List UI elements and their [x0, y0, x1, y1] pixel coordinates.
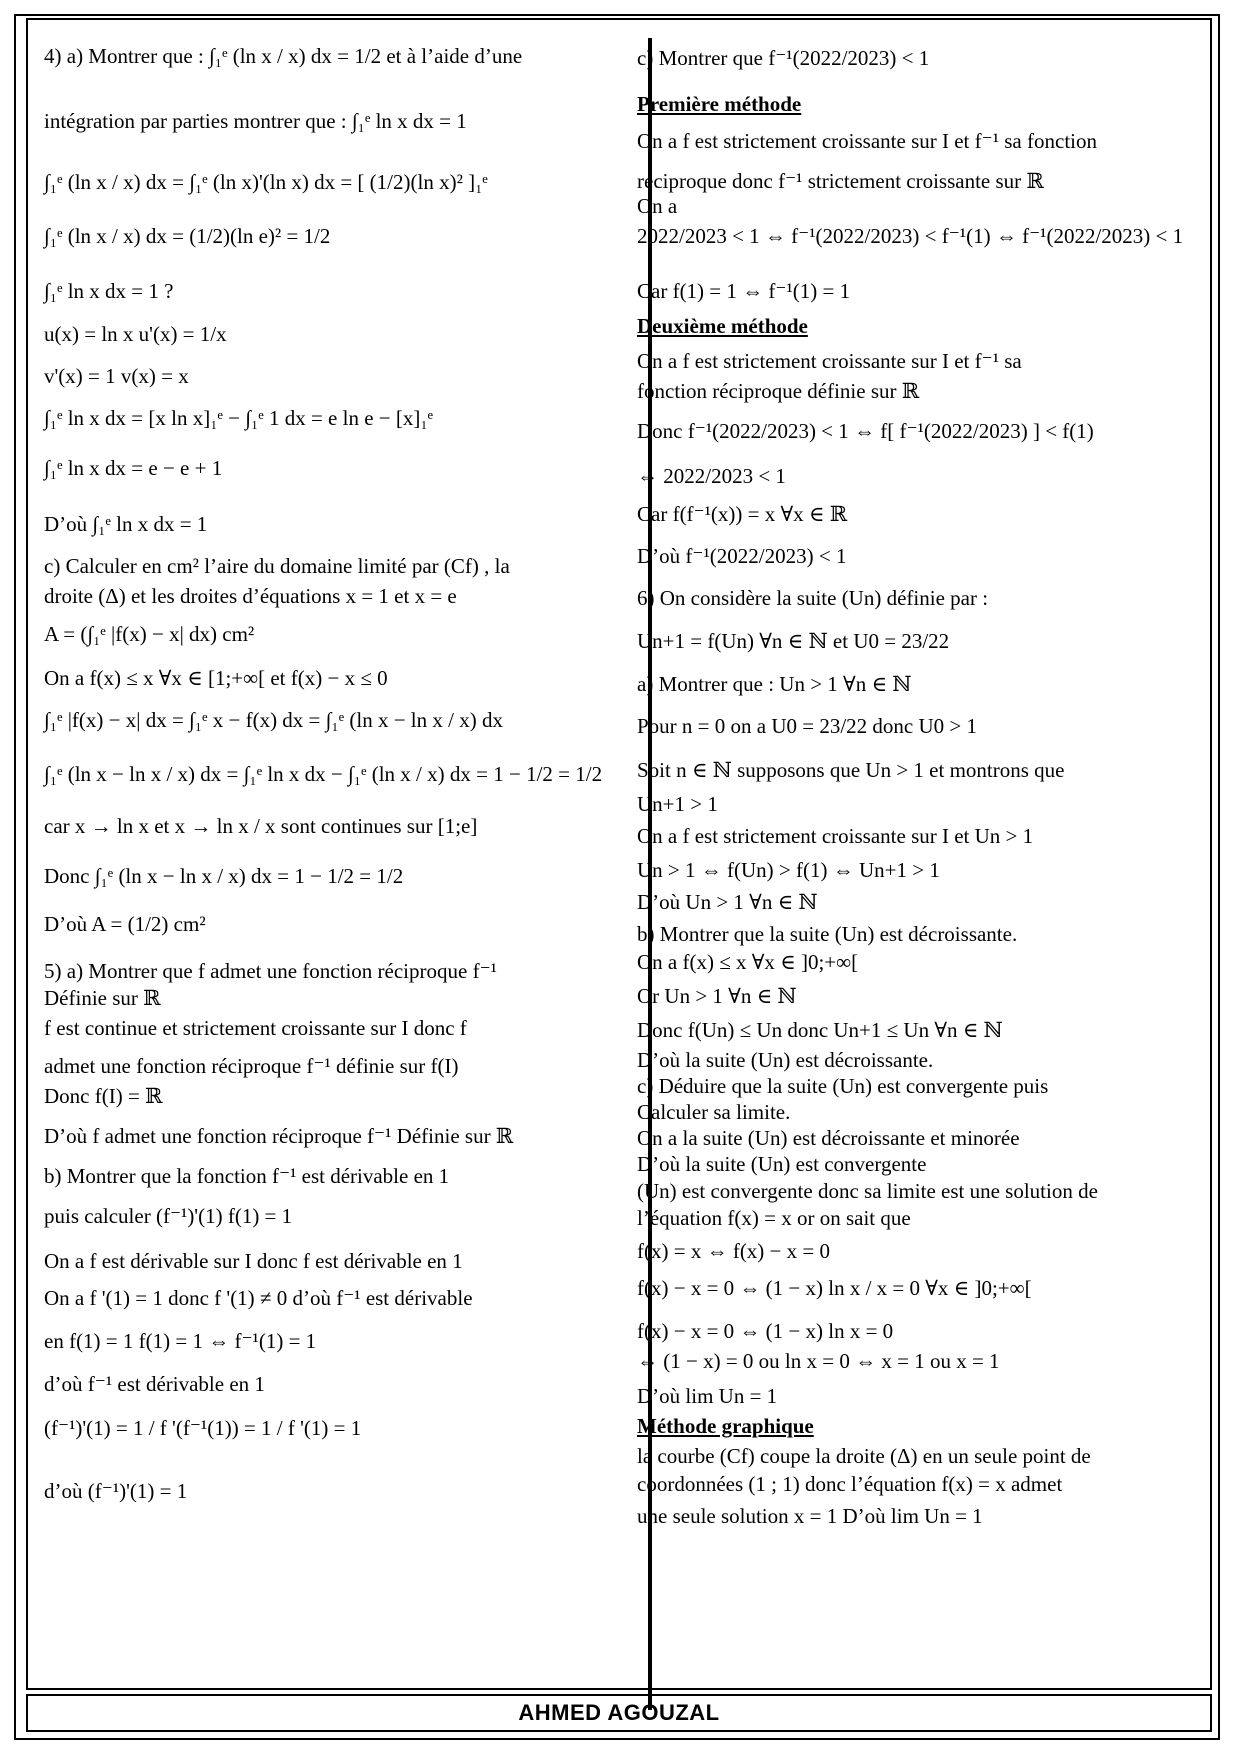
left-column-line-l5: ∫₁ᵉ ln x dx = 1 ?: [44, 279, 174, 303]
left-column-line-l15: ∫₁ᵉ |f(x) − x| dx = ∫₁ᵉ x − f(x) dx = ∫₁ᵉ (ln x − ln x / x) dx: [44, 708, 503, 732]
left-column-line-l12: droite (Δ) et les droites d’équations x = 1 et x = e: [44, 584, 457, 608]
left-column-line-l26: b) Montrer que la fonction f⁻¹ est dérivable en 1: [44, 1164, 450, 1188]
right-column-line-r43: une seule solution x = 1 D’où lim Un = 1: [637, 1504, 983, 1528]
left-column-line-l7: v'(x) = 1 v(x) = x: [44, 364, 189, 388]
footer-author: AHMED AGOUZAL: [26, 1694, 1212, 1732]
right-column-line-r13: Car f(f⁻¹(x)) = x ∀x ∈ ℝ: [637, 502, 848, 526]
right-column-line-r25: On a f(x) ≤ x ∀x ∈ ]0;+∞[: [637, 950, 859, 974]
left-column-line-l31: d’où f⁻¹ est dérivable en 1: [44, 1372, 265, 1396]
left-column-line-l18: Donc ∫₁ᵉ (ln x − ln x / x) dx = 1 − 1/2 = 1/2: [44, 864, 404, 888]
right-column-line-r3: On a f est strictement croissante sur I et f⁻¹ sa fonction: [637, 129, 1097, 153]
right-column-line-r41: la courbe (Cf) coupe la droite (Δ) en un seule point de: [637, 1444, 1091, 1468]
right-column-line-r8: Deuxième méthode: [637, 314, 808, 338]
left-column-line-l33: d’où (f⁻¹)'(1) = 1: [44, 1479, 188, 1503]
right-column-line-r39: D’où lim Un = 1: [637, 1384, 778, 1408]
right-column-line-r19: Soit n ∈ ℕ supposons que Un > 1 et montrons que: [637, 758, 1065, 782]
left-column-line-l23: admet une fonction réciproque f⁻¹ définie sur f(I): [44, 1054, 459, 1078]
left-column-line-l14: On a f(x) ≤ x ∀x ∈ [1;+∞[ et f(x) − x ≤ 0: [44, 666, 388, 690]
left-column-line-l17: car x → ln x et x → ln x / x sont continues sur [1;e]: [44, 814, 478, 838]
left-column-line-l13: A = (∫₁ᵉ |f(x) − x| dx) cm²: [44, 622, 255, 646]
right-column-line-r26: Or Un > 1 ∀n ∈ ℕ: [637, 984, 797, 1008]
left-column-line-l19: D’où A = (1/2) cm²: [44, 912, 206, 936]
left-column-line-l29: On a f '(1) = 1 donc f '(1) ≠ 0 d’où f⁻¹ est dérivable: [44, 1286, 473, 1310]
right-column-line-r36: f(x) − x = 0 ⇔ (1 − x) ln x / x = 0 ∀x ∈ ]0;+∞[: [637, 1276, 1032, 1300]
left-column-line-l2: intégration par parties montrer que : ∫₁ᵉ ln x dx = 1: [44, 109, 467, 133]
right-column-line-r5: On a: [637, 194, 678, 218]
right-column-line-r22: Un > 1 ⇔ f(Un) > f(1) ⇔ Un+1 > 1: [637, 858, 940, 882]
right-column-line-r7: Car f(1) = 1 ⇔ f⁻¹(1) = 1: [637, 279, 851, 303]
right-column-line-r23: D’où Un > 1 ∀n ∈ ℕ: [637, 890, 818, 914]
right-column-line-r11: Donc f⁻¹(2022/2023) < 1 ⇔ f[ f⁻¹(2022/2023) ] < f(1): [637, 419, 1094, 443]
left-column-line-l6: u(x) = ln x u'(x) = 1/x: [44, 322, 227, 346]
right-column-line-r4: réciproque donc f⁻¹ strictement croissante sur ℝ: [637, 169, 1044, 193]
left-column-line-l30: en f(1) = 1 f(1) = 1 ⇔ f⁻¹(1) = 1: [44, 1329, 317, 1353]
right-column-line-r42: coordonnées (1 ; 1) donc l’équation f(x) = x admet: [637, 1472, 1063, 1496]
left-column-line-l11: c) Calculer en cm² l’aire du domaine limité par (Cf) , la: [44, 554, 510, 578]
right-column-line-r28: D’où la suite (Un) est décroissante.: [637, 1048, 934, 1072]
left-column-line-l1: 4) a) Montrer que : ∫₁ᵉ (ln x / x) dx = 1/2 et à l’aide d’une: [44, 44, 523, 68]
right-column-line-r40: Méthode graphique: [637, 1414, 814, 1438]
left-column-line-l4: ∫₁ᵉ (ln x / x) dx = (1/2)(ln e)² = 1/2: [44, 224, 331, 248]
left-column-line-l22: f est continue et strictement croissante sur I donc f: [44, 1016, 467, 1040]
left-column-line-l24: Donc f(I) = ℝ: [44, 1084, 163, 1108]
right-column-line-r9: On a f est strictement croissante sur I et f⁻¹ sa: [637, 349, 1022, 373]
right-column-line-r1: c) Montrer que f⁻¹(2022/2023) < 1: [637, 46, 930, 70]
right-column-line-r21: On a f est strictement croissante sur I et Un > 1: [637, 824, 1034, 848]
left-column-line-l16: ∫₁ᵉ (ln x − ln x / x) dx = ∫₁ᵉ ln x dx − ∫₁ᵉ (ln x / x) dx = 1 − 1/2 = 1/2: [44, 762, 603, 786]
right-column-line-r27: Donc f(Un) ≤ Un donc Un+1 ≤ Un ∀n ∈ ℕ: [637, 1018, 1003, 1042]
right-column-line-r2: Première méthode: [637, 92, 802, 116]
left-column-line-l27: puis calculer (f⁻¹)'(1) f(1) = 1: [44, 1204, 293, 1228]
left-column-line-l10: D’où ∫₁ᵉ ln x dx = 1: [44, 512, 208, 536]
right-column-line-r24: b) Montrer que la suite (Un) est décroissante.: [637, 922, 1018, 946]
right-column-line-r6: 2022/2023 < 1 ⇔ f⁻¹(2022/2023) < f⁻¹(1) ⇔ f⁻¹(2022/2023) < 1: [637, 224, 1184, 248]
right-column-line-r10: fonction réciproque définie sur ℝ: [637, 379, 920, 403]
right-column-line-r29: c) Déduire que la suite (Un) est convergente puis: [637, 1074, 1049, 1098]
right-column-line-r33: (Un) est convergente donc sa limite est une solution de: [637, 1179, 1098, 1203]
left-column-line-l20: 5) a) Montrer que f admet une fonction réciproque f⁻¹: [44, 959, 497, 983]
right-column-line-r37: f(x) − x = 0 ⇔ (1 − x) ln x = 0: [637, 1319, 894, 1343]
right-column-line-r20: Un+1 > 1: [637, 792, 718, 816]
right-column-line-r17: a) Montrer que : Un > 1 ∀n ∈ ℕ: [637, 672, 912, 696]
right-column-line-r16: Un+1 = f(Un) ∀n ∈ ℕ et U0 = 23/22: [637, 629, 950, 653]
right-column-line-r35: f(x) = x ⇔ f(x) − x = 0: [637, 1239, 830, 1263]
right-column-line-r31: On a la suite (Un) est décroissante et minorée: [637, 1126, 1020, 1150]
right-column-line-r12: ⇔ 2022/2023 < 1: [637, 464, 786, 488]
left-column-line-l8: ∫₁ᵉ ln x dx = [x ln x]₁ᵉ − ∫₁ᵉ 1 dx = e ln e − [x]₁ᵉ: [44, 406, 434, 430]
right-column-line-r18: Pour n = 0 on a U0 = 23/22 donc U0 > 1: [637, 714, 978, 738]
right-column-line-r15: 6) On considère la suite (Un) définie par :: [637, 586, 989, 610]
left-column-line-l9: ∫₁ᵉ ln x dx = e − e + 1: [44, 456, 223, 480]
right-column-line-r38: ⇔ (1 − x) = 0 ou ln x = 0 ⇔ x = 1 ou x = 1: [637, 1349, 1000, 1373]
right-column-line-r30: Calculer sa limite.: [637, 1100, 791, 1124]
left-column-line-l3: ∫₁ᵉ (ln x / x) dx = ∫₁ᵉ (ln x)'(ln x) dx = [ (1/2)(ln x)² ]₁ᵉ: [44, 170, 488, 194]
left-column-line-l21: Définie sur ℝ: [44, 986, 161, 1010]
left-column-line-l25: D’où f admet une fonction réciproque f⁻¹ Définie sur ℝ: [44, 1124, 514, 1148]
left-column-line-l28: On a f est dérivable sur I donc f est dérivable en 1: [44, 1249, 463, 1273]
right-column-line-r34: l’équation f(x) = x or on sait que: [637, 1206, 911, 1230]
left-column-line-l32: (f⁻¹)'(1) = 1 / f '(f⁻¹(1)) = 1 / f '(1) = 1: [44, 1416, 362, 1440]
right-column-line-r32: D’où la suite (Un) est convergente: [637, 1152, 927, 1176]
right-column-line-r14: D’où f⁻¹(2022/2023) < 1: [637, 544, 847, 568]
